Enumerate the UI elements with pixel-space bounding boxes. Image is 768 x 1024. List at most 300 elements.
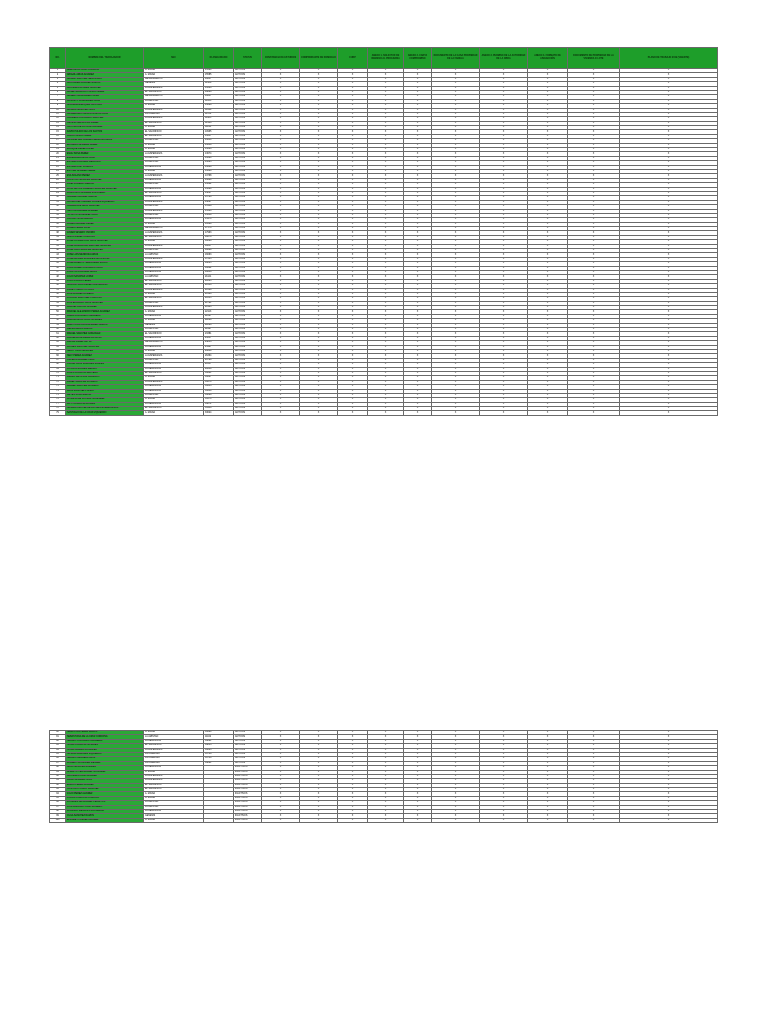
document-check-mark: X — [432, 752, 480, 756]
document-check-mark: X — [568, 288, 620, 292]
sector: LA AMISTAD — [144, 328, 204, 332]
document-check-mark: X — [404, 112, 432, 116]
sector: LA AMISTAD — [144, 358, 204, 362]
document-check-mark: X — [528, 779, 568, 783]
document-check-mark: X — [368, 134, 404, 138]
document-check-mark: X — [620, 139, 718, 143]
document-check-mark: X — [480, 279, 528, 283]
document-check-mark: X — [528, 161, 568, 165]
document-check-mark: X — [338, 73, 368, 77]
document-check-mark: X — [620, 805, 718, 809]
worker-name: LEONOR JULIA PEREZ CASTELLANO — [66, 284, 144, 288]
status: ACTIVOS — [234, 112, 262, 116]
sector: A. MAINA — [144, 240, 204, 244]
document-check-mark: X — [368, 178, 404, 182]
document-check-mark: X — [620, 792, 718, 796]
document-check-mark: X — [432, 814, 480, 818]
document-check-mark: X — [262, 319, 300, 323]
status: ACTIVOS — [234, 73, 262, 77]
document-check-mark: X — [528, 757, 568, 761]
row-number: 12 — [50, 117, 66, 121]
document-check-mark: X — [480, 292, 528, 296]
sector: PROGRESSO — [144, 112, 204, 116]
document-check-mark: X — [432, 77, 480, 81]
document-check-mark: X — [338, 143, 368, 147]
document-check-mark: X — [480, 174, 528, 178]
document-check-mark: X — [528, 805, 568, 809]
sector: A. MAINA — [144, 319, 204, 323]
sector: A. MAINA — [144, 818, 204, 822]
document-check-mark: X — [300, 134, 338, 138]
sector: PROGRESSO — [144, 757, 204, 761]
document-check-mark: X — [338, 240, 368, 244]
document-check-mark: X — [568, 143, 620, 147]
document-check-mark: X — [300, 253, 338, 257]
document-check-mark: X — [338, 411, 368, 415]
document-check-mark: X — [620, 235, 718, 239]
document-check-mark: X — [568, 284, 620, 288]
row-number: 13 — [50, 121, 66, 125]
document-check-mark: X — [262, 165, 300, 169]
row-number: 40 — [50, 240, 66, 244]
document-check-mark: X — [568, 262, 620, 266]
status: ACTIVOS — [234, 319, 262, 323]
document-check-mark: X — [404, 801, 432, 805]
worker-name: ESTEBAN LEYVA ARIAS — [66, 165, 144, 169]
insured-id: 21121 — [204, 275, 234, 279]
sector: LA AMISTAD — [144, 183, 204, 187]
sector: LA ESPERANZA — [144, 779, 204, 783]
document-check-mark: X — [368, 86, 404, 90]
sector: EL SACRIFICIO — [144, 297, 204, 301]
document-check-mark: X — [620, 332, 718, 336]
document-check-mark: X — [568, 341, 620, 345]
document-check-mark: X — [528, 121, 568, 125]
document-check-mark: X — [432, 73, 480, 77]
row-number: 100 — [50, 818, 66, 822]
document-check-mark: X — [300, 279, 338, 283]
document-check-mark: X — [480, 393, 528, 397]
document-check-mark: X — [432, 156, 480, 160]
document-check-mark: X — [338, 249, 368, 253]
insured-id: 33374 — [204, 398, 234, 402]
document-check-mark: X — [262, 191, 300, 195]
document-check-mark: X — [480, 814, 528, 818]
document-check-mark: X — [338, 121, 368, 125]
worker-name: DAVID PULIDO PEREZ — [66, 134, 144, 138]
sector: LA ESPERANZA — [144, 774, 204, 778]
document-check-mark: X — [568, 82, 620, 86]
insured-id: 26798 — [204, 358, 234, 362]
status: INACTIVOS — [234, 810, 262, 814]
sector: RENACIMIENTO — [144, 227, 204, 231]
row-number: 31 — [50, 200, 66, 204]
document-check-mark: X — [404, 385, 432, 389]
row-number: 55 — [50, 306, 66, 310]
document-check-mark: X — [368, 788, 404, 792]
worker-name: EMILIO PEREZ ALVAREZ — [66, 783, 144, 787]
insured-id: 33653 — [204, 385, 234, 389]
document-check-mark: X — [528, 266, 568, 270]
document-check-mark: X — [262, 371, 300, 375]
document-check-mark: X — [404, 358, 432, 362]
document-check-mark: X — [568, 196, 620, 200]
row-number: 54 — [50, 301, 66, 305]
document-check-mark: X — [368, 279, 404, 283]
document-check-mark: X — [300, 411, 338, 415]
status: INACTIVOS — [234, 814, 262, 818]
document-check-mark: X — [620, 134, 718, 138]
document-check-mark: X — [528, 69, 568, 73]
sector: LA AMISTAD — [144, 249, 204, 253]
row-number: 67 — [50, 358, 66, 362]
document-check-mark: X — [568, 314, 620, 318]
status: ACTIVOS — [234, 744, 262, 748]
document-check-mark: X — [368, 240, 404, 244]
document-check-mark: X — [338, 752, 368, 756]
row-number: 16 — [50, 134, 66, 138]
row-number: 61 — [50, 332, 66, 336]
document-check-mark: X — [262, 187, 300, 191]
document-check-mark: X — [620, 231, 718, 235]
document-check-mark: X — [568, 766, 620, 770]
worker-name: MANUEL ALEJANDRO PEREZ ALVAREZ — [66, 310, 144, 314]
worker-name: ROSALVA DE LA CRUZ GONZALEZ — [66, 398, 144, 402]
sector: RENACIMIENTO — [144, 77, 204, 81]
document-check-mark: X — [528, 174, 568, 178]
insured-id: 33758 — [204, 757, 234, 761]
document-check-mark: X — [620, 735, 718, 739]
table-row — [50, 818, 718, 822]
document-check-mark: X — [262, 253, 300, 257]
document-check-mark: X — [338, 328, 368, 332]
document-check-mark: X — [338, 796, 368, 800]
document-check-mark: X — [620, 328, 718, 332]
document-check-mark: X — [338, 398, 368, 402]
document-check-mark: X — [480, 766, 528, 770]
document-check-mark: X — [620, 288, 718, 292]
worker-name: FAUSTINO SANCHEZ SANCHEZ — [66, 178, 144, 182]
status: ACTIVOS — [234, 143, 262, 147]
document-check-mark: X — [528, 393, 568, 397]
document-check-mark: X — [300, 380, 338, 384]
insured-id: 28659 — [204, 367, 234, 371]
sector: RENACIMIENTO — [144, 95, 204, 99]
document-check-mark: X — [528, 73, 568, 77]
document-check-mark: X — [300, 218, 338, 222]
sector: LA AMISTAD — [144, 99, 204, 103]
column-header: DOCUMENTO DE LA CASA PROPIEDAD DE LA FAMILIA — [432, 48, 480, 69]
document-check-mark: X — [568, 253, 620, 257]
row-number: 36 — [50, 222, 66, 226]
insured-id: 13768 — [204, 174, 234, 178]
row-number: 78 — [50, 407, 66, 411]
document-check-mark: X — [338, 183, 368, 187]
row-number: 60 — [50, 328, 66, 332]
document-check-mark: X — [368, 376, 404, 380]
document-check-mark: X — [620, 818, 718, 822]
row-number: 27 — [50, 183, 66, 187]
sector: LA BENDICION — [144, 165, 204, 169]
document-check-mark: X — [528, 336, 568, 340]
worker-name: ABIGAIL SANCHEZ SEGOVIANO — [66, 77, 144, 81]
document-check-mark: X — [300, 774, 338, 778]
document-check-mark: X — [368, 156, 404, 160]
document-check-mark: X — [432, 69, 480, 73]
document-check-mark: X — [300, 227, 338, 231]
row-number: 23 — [50, 165, 66, 169]
row-number: 69 — [50, 367, 66, 371]
document-check-mark: X — [528, 108, 568, 112]
sector: LA ESPERANZA — [144, 231, 204, 235]
sector: A. MAINA — [144, 148, 204, 152]
document-check-mark: X — [262, 156, 300, 160]
document-check-mark: X — [262, 801, 300, 805]
document-check-mark: X — [480, 86, 528, 90]
document-check-mark: X — [262, 249, 300, 253]
worker-name: NEFFY OLAN SANCHEZ — [66, 350, 144, 354]
document-check-mark: X — [528, 134, 568, 138]
document-check-mark: X — [338, 810, 368, 814]
document-check-mark: X — [262, 77, 300, 81]
document-check-mark: X — [262, 314, 300, 318]
row-number: 39 — [50, 235, 66, 239]
worker-name: OSCAR CRUZ MORALES ROBLES — [66, 363, 144, 367]
document-check-mark: X — [480, 731, 528, 735]
sector: LA BENDICION — [144, 178, 204, 182]
document-check-mark: X — [404, 731, 432, 735]
document-check-mark: X — [480, 301, 528, 305]
document-check-mark: X — [528, 367, 568, 371]
document-check-mark: X — [528, 354, 568, 358]
status: ACTIVOS — [234, 178, 262, 182]
document-check-mark: X — [480, 108, 528, 112]
document-check-mark: X — [368, 253, 404, 257]
document-check-mark: X — [262, 244, 300, 248]
document-check-mark: X — [300, 130, 338, 134]
status: ACTIVOS — [234, 121, 262, 125]
document-check-mark: X — [620, 407, 718, 411]
document-check-mark: X — [620, 253, 718, 257]
sector: LA AMISTAD — [144, 735, 204, 739]
row-number: 66 — [50, 354, 66, 358]
status: ACTIVOS — [234, 183, 262, 187]
document-check-mark: X — [620, 126, 718, 130]
document-check-mark: X — [262, 297, 300, 301]
document-check-mark: X — [368, 227, 404, 231]
document-check-mark: X — [404, 788, 432, 792]
document-check-mark: X — [480, 757, 528, 761]
document-check-mark: X — [300, 739, 338, 743]
document-check-mark: X — [480, 788, 528, 792]
document-check-mark: X — [300, 744, 338, 748]
document-check-mark: X — [404, 174, 432, 178]
document-check-mark: X — [568, 735, 620, 739]
worker-name: LIZBETH ARROYO OLAN — [66, 288, 144, 292]
document-check-mark: X — [568, 358, 620, 362]
document-check-mark: X — [262, 739, 300, 743]
document-check-mark: X — [432, 810, 480, 814]
document-check-mark: X — [620, 398, 718, 402]
document-check-mark: X — [338, 82, 368, 86]
document-check-mark: X — [300, 200, 338, 204]
document-check-mark: X — [368, 801, 404, 805]
status: ACTIVOS — [234, 279, 262, 283]
document-check-mark: X — [300, 205, 338, 209]
document-check-mark: X — [300, 385, 338, 389]
document-check-mark: X — [620, 354, 718, 358]
document-check-mark: X — [620, 279, 718, 283]
document-check-mark: X — [368, 336, 404, 340]
insured-id: 12811 — [204, 126, 234, 130]
worker-name: LUIS ALVAREZ ROMERO — [66, 292, 144, 296]
document-check-mark: X — [300, 231, 338, 235]
document-check-mark: X — [338, 314, 368, 318]
document-check-mark: X — [432, 292, 480, 296]
document-check-mark: X — [404, 178, 432, 182]
document-check-mark: X — [432, 90, 480, 94]
document-check-mark: X — [620, 174, 718, 178]
status: ACTIVOS — [234, 104, 262, 108]
document-check-mark: X — [568, 222, 620, 226]
document-check-mark: X — [404, 805, 432, 809]
document-check-mark: X — [300, 178, 338, 182]
row-number: 6 — [50, 90, 66, 94]
document-check-mark: X — [620, 284, 718, 288]
document-check-mark: X — [432, 367, 480, 371]
insured-id: 19065 — [204, 262, 234, 266]
insured-id: 26249 — [204, 350, 234, 354]
worker-name: PEREZ SANCHEZ ROSARIO — [66, 380, 144, 384]
document-check-mark: X — [480, 187, 528, 191]
sector: LA AMISTAD — [144, 393, 204, 397]
insured-id: 33624 — [204, 411, 234, 415]
row-number: 98 — [50, 810, 66, 814]
document-check-mark: X — [620, 402, 718, 406]
row-number: 88 — [50, 766, 66, 770]
status: ACTIVOS — [234, 209, 262, 213]
document-check-mark: X — [620, 169, 718, 173]
document-check-mark: X — [368, 757, 404, 761]
document-check-mark: X — [568, 213, 620, 217]
status: INACTIVOS — [234, 792, 262, 796]
worker-name: SONIA GALERA GONZALEZ — [66, 748, 144, 752]
document-check-mark: X — [338, 301, 368, 305]
document-check-mark: X — [528, 231, 568, 235]
document-check-mark: X — [368, 262, 404, 266]
document-check-mark: X — [480, 288, 528, 292]
document-check-mark: X — [480, 240, 528, 244]
document-check-mark: X — [568, 748, 620, 752]
status: ACTIVOS — [234, 126, 262, 130]
document-check-mark: X — [568, 183, 620, 187]
document-check-mark: X — [568, 774, 620, 778]
insured-id: 19656 — [204, 270, 234, 274]
document-check-mark: X — [368, 99, 404, 103]
document-check-mark: X — [568, 788, 620, 792]
document-check-mark: X — [404, 205, 432, 209]
document-check-mark: X — [368, 205, 404, 209]
document-check-mark: X — [568, 121, 620, 125]
worker-name: OLGA SANCHEZ RAMOS — [66, 814, 144, 818]
status: INACTIVOS — [234, 788, 262, 792]
document-check-mark: X — [528, 748, 568, 752]
document-check-mark: X — [528, 227, 568, 231]
document-check-mark: X — [480, 161, 528, 165]
document-check-mark: X — [368, 319, 404, 323]
row-number: 28 — [50, 187, 66, 191]
document-check-mark: X — [480, 244, 528, 248]
document-check-mark: X — [368, 266, 404, 270]
sector: LA AMISTAD — [144, 275, 204, 279]
insured-id — [204, 818, 234, 822]
document-check-mark: X — [620, 788, 718, 792]
document-check-mark: X — [480, 748, 528, 752]
document-check-mark: X — [300, 90, 338, 94]
worker-name: JOSE JUAN SANCHEZ SANCHEZ — [66, 249, 144, 253]
row-number: 51 — [50, 288, 66, 292]
document-check-mark: X — [300, 284, 338, 288]
document-check-mark: X — [432, 196, 480, 200]
document-check-mark: X — [528, 139, 568, 143]
status: ACTIVOS — [234, 748, 262, 752]
document-check-mark: X — [338, 213, 368, 217]
document-check-mark: X — [620, 86, 718, 90]
row-number: 35 — [50, 218, 66, 222]
document-check-mark: X — [300, 213, 338, 217]
document-check-mark: X — [368, 257, 404, 261]
document-check-mark: X — [404, 222, 432, 226]
document-check-mark: X — [300, 752, 338, 756]
document-check-mark: X — [528, 788, 568, 792]
status: ACTIVOS — [234, 345, 262, 349]
document-check-mark: X — [368, 288, 404, 292]
document-check-mark: X — [620, 389, 718, 393]
document-check-mark: X — [432, 805, 480, 809]
status: ACTIVOS — [234, 354, 262, 358]
document-check-mark: X — [262, 398, 300, 402]
document-check-mark: X — [368, 69, 404, 73]
document-check-mark: X — [568, 402, 620, 406]
document-check-mark: X — [300, 770, 338, 774]
document-check-mark: X — [568, 126, 620, 130]
document-check-mark: X — [338, 112, 368, 116]
sector: LA BENDICION — [144, 218, 204, 222]
document-check-mark: X — [300, 117, 338, 121]
document-check-mark: X — [480, 249, 528, 253]
document-check-mark: X — [338, 139, 368, 143]
document-check-mark: X — [262, 796, 300, 800]
document-check-mark: X — [432, 301, 480, 305]
status: ACTIVOS — [234, 380, 262, 384]
row-number: 87 — [50, 761, 66, 765]
document-check-mark: X — [300, 126, 338, 130]
document-check-mark: X — [300, 310, 338, 314]
status: ACTIVOS — [234, 314, 262, 318]
document-check-mark: X — [480, 148, 528, 152]
row-number: 53 — [50, 297, 66, 301]
status: ACTIVOS — [234, 761, 262, 765]
status: ACTIVOS — [234, 341, 262, 345]
document-check-mark: X — [338, 130, 368, 134]
document-check-mark: X — [432, 310, 480, 314]
document-check-mark: X — [528, 169, 568, 173]
document-check-mark: X — [300, 121, 338, 125]
row-number: 72 — [50, 380, 66, 384]
worker-name: MARINA DE LA CRUZ OLIVARES — [66, 319, 144, 323]
document-check-mark: X — [404, 161, 432, 165]
document-check-mark: X — [338, 788, 368, 792]
